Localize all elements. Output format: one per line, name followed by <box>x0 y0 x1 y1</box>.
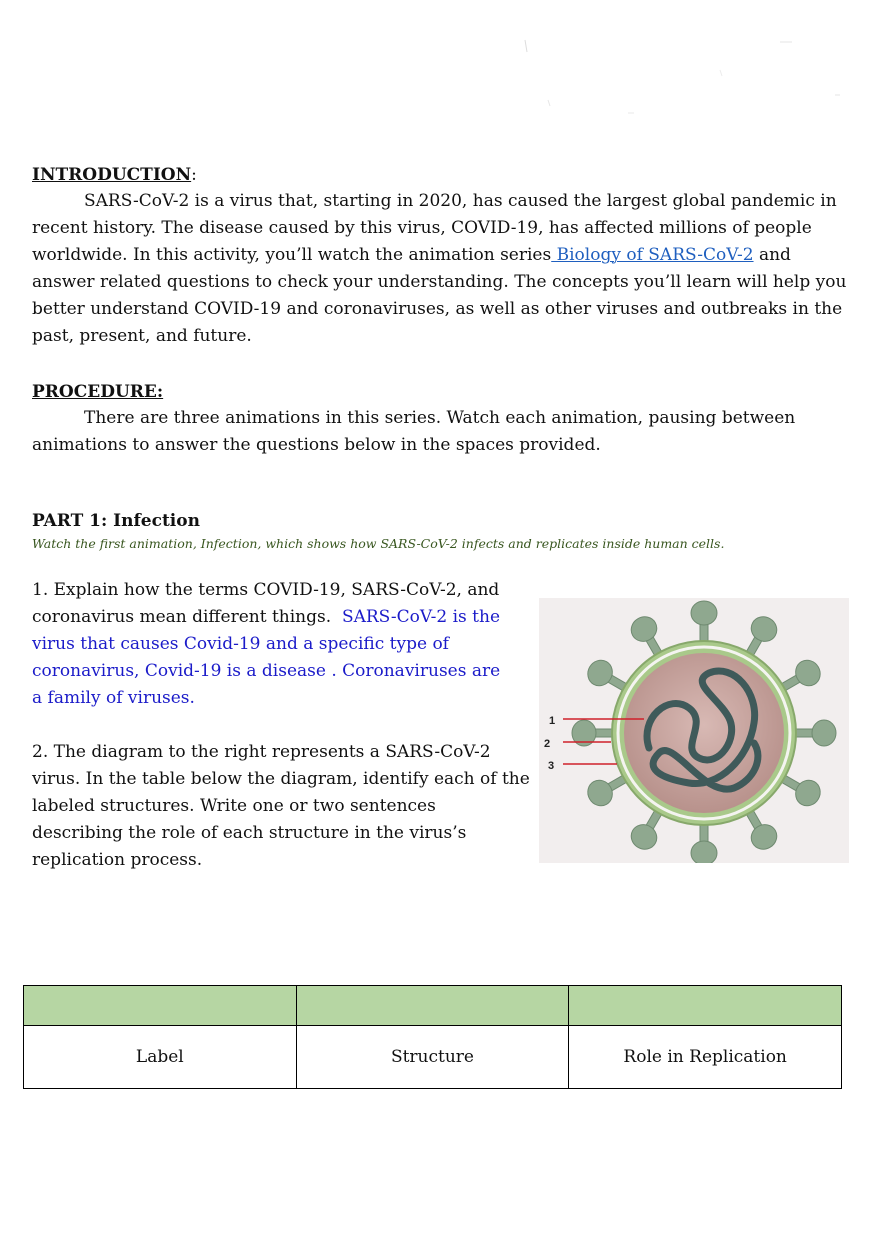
procedure-paragraph <box>32 405 847 459</box>
table-header-cell[interactable] <box>569 986 842 1026</box>
virus-illustration <box>539 598 849 863</box>
column-role-in-replication[interactable]: Role in Replication <box>569 1026 842 1089</box>
column-label[interactable]: Label <box>24 1026 297 1089</box>
introduction-heading <box>32 163 197 187</box>
scan-artifacts <box>0 0 880 140</box>
table-header-cell[interactable] <box>296 986 569 1026</box>
introduction-text-continued: and answer related questions to check your understanding. The concepts you’ll learn will help you better understand COVID-19 and coronaviruses, as well as other viruses and outbreaks in the past, present, and future. <box>32 245 847 346</box>
table-header-row <box>24 986 842 1026</box>
column-structure[interactable]: Structure <box>296 1026 569 1089</box>
sars-cov-2-diagram <box>539 598 849 863</box>
table-row <box>24 1026 842 1089</box>
part1-heading: PART 1: Infection <box>32 511 200 531</box>
question-2-prompt: 2. The diagram to the right represents a SARS-CoV-2 virus. In the table below the diagram, identify each of the labeled structures. Write one or two sentences describing the role of each structure in the virus’s replication process. <box>32 742 530 870</box>
diagram-label-1: 1 <box>549 715 556 727</box>
question-1 <box>32 577 512 712</box>
part1-instructions: Watch the first animation, Infection, which shows how SARS-CoV-2 infects and replicates inside human cells. <box>32 536 725 551</box>
procedure-heading <box>32 380 163 404</box>
question-1-answer[interactable]: SARS-CoV-2 is the virus that causes Covid-19 and a specific type of coronavirus, Covid-19 is a disease . Coronaviruses are a family of viruses. <box>32 607 501 708</box>
procedure-text: There are three animations in this series. Watch each animation, pausing between animations to answer the questions below in the spaces provided. <box>32 408 796 455</box>
table-header-cell[interactable] <box>24 986 297 1026</box>
question-2 <box>32 739 532 874</box>
question-1-prompt: 1. Explain how the terms COVID-19, SARS-CoV-2, and coronavirus mean different things. <box>32 580 500 627</box>
diagram-label-2: 2 <box>544 738 551 750</box>
structure-roles-table <box>23 985 842 1089</box>
procedure-heading-text: PROCEDURE: <box>32 382 164 402</box>
introduction-text: SARS-CoV-2 is a virus that, starting in 2020, has caused the largest global pandemic in recent history. The disease caused by this virus, COVID-19, has affected millions of people worldwide. In this activity, you’ll watch the animation series <box>32 191 837 265</box>
introduction-paragraph <box>32 188 847 350</box>
biology-of-sars-cov-2-link[interactable]: Biology of SARS-CoV-2 <box>551 245 754 265</box>
introduction-heading-colon: : <box>191 165 197 185</box>
diagram-label-3: 3 <box>548 760 555 772</box>
introduction-heading-text: INTRODUCTION <box>32 165 192 185</box>
